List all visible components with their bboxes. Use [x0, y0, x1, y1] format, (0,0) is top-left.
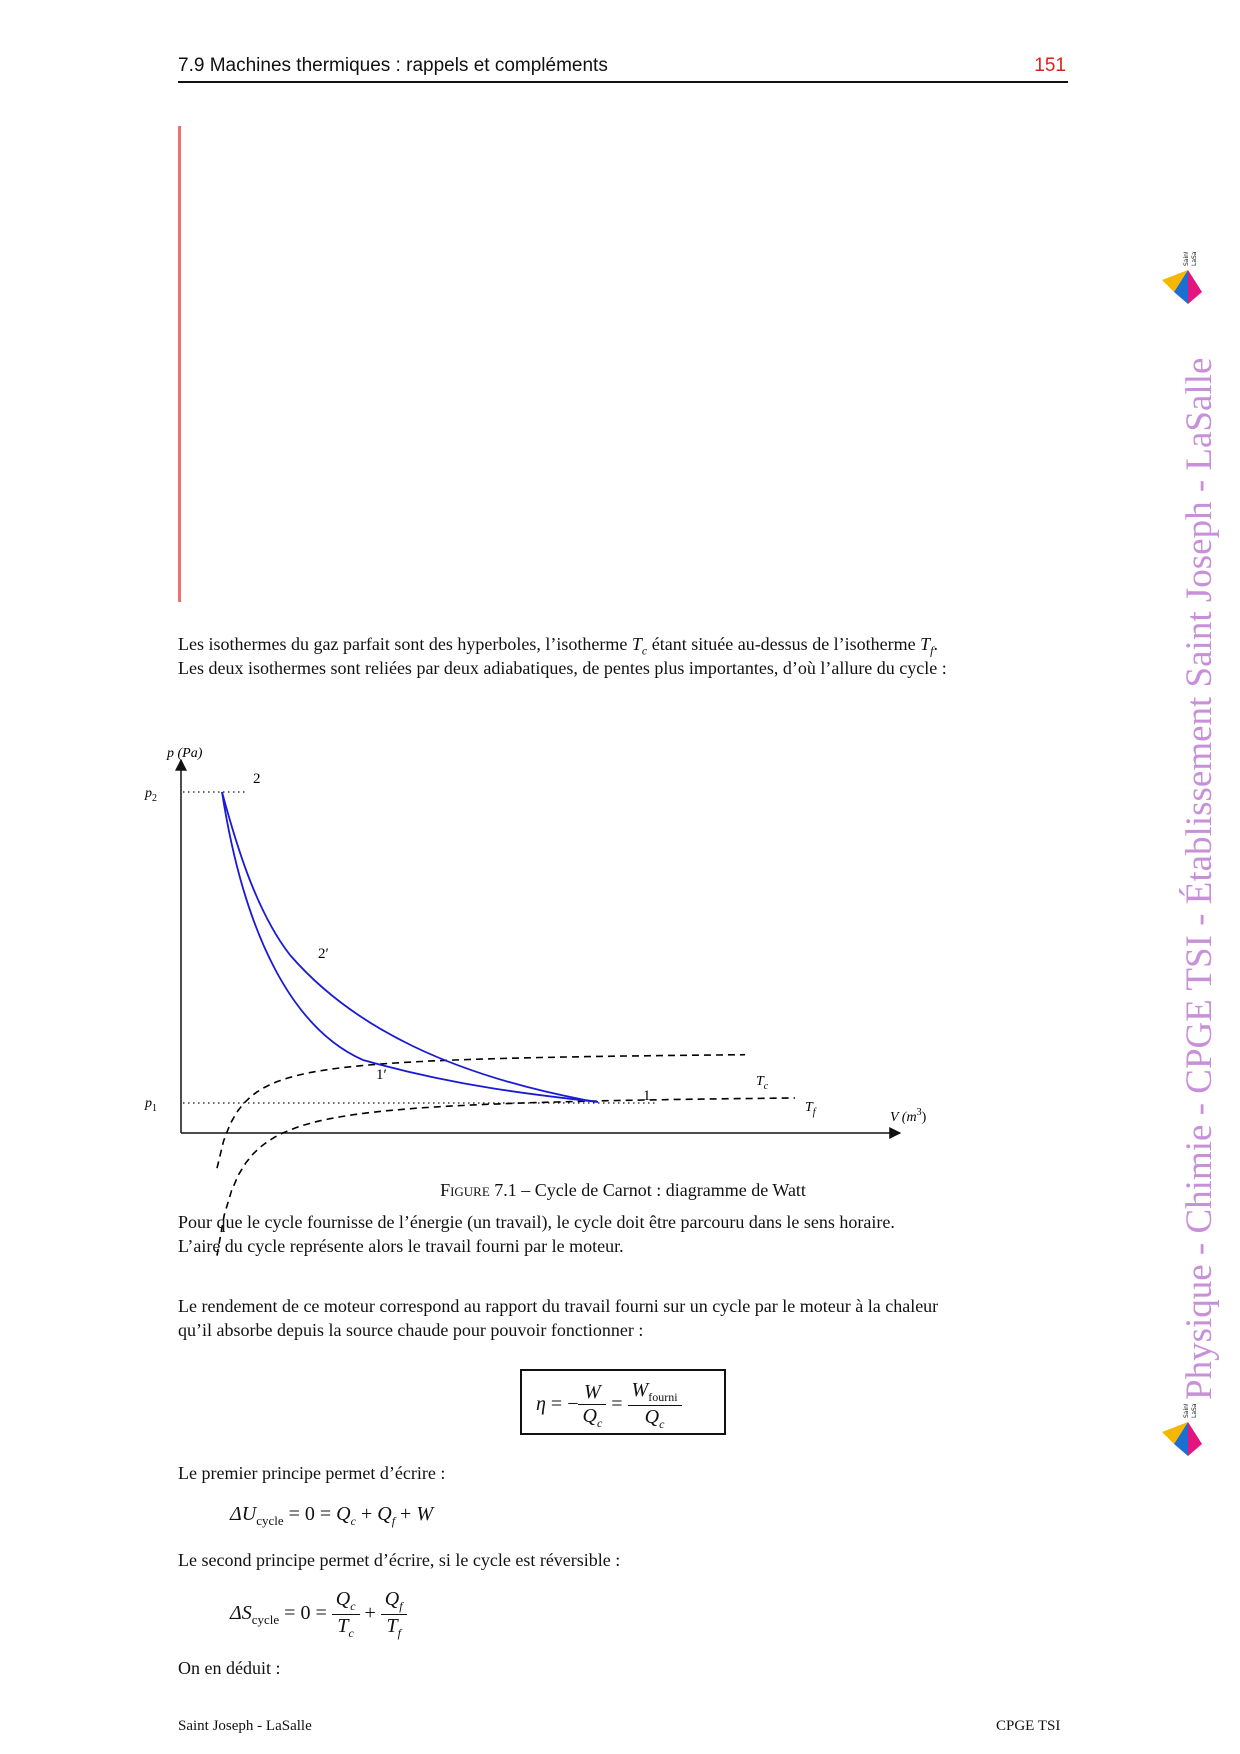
margin-bar: [178, 126, 181, 602]
sidebar-vertical-text: Physique - Chimie - CPGE TSI - Établissement Saint Joseph - LaSalle: [1179, 357, 1220, 1400]
x-axis-label: V $(m^3)$: [890, 1107, 927, 1125]
point-2p-label: 2′: [318, 946, 329, 962]
footer-left: Saint Joseph - LaSalle: [178, 1718, 312, 1734]
svg-text:Saint Joseph: [1183, 1404, 1190, 1418]
paragraph-premier: Le premier principe permet d’écrire :: [178, 1463, 446, 1483]
school-logo-bottom: [1158, 1404, 1212, 1466]
paragraph-second: Le second principe permet d’écrire, si le cycle est réversible :: [178, 1550, 621, 1570]
school-logo-top: [1158, 252, 1212, 314]
paragraph-rendement-1: Le rendement de ce moteur correspond au rapport du travail fourni sur un cycle par le moteur à la chaleur: [178, 1296, 939, 1316]
second-law-equation: $\Delta S_{cycle} = 0$ = $\frac{Q_c}{T_c}$ + $\frac{Q_f}{T_f}$: [230, 1588, 407, 1641]
cycle-isotherm-2-2p: [222, 792, 290, 955]
point-1-label: 1: [643, 1088, 651, 1104]
efficiency-equation: η = − $\frac{W}{Q_c}$ = $\frac{W_{fourni}}{Q_c}$: [520, 1369, 726, 1435]
paragraph-sens-1: Pour que le cycle fournisse de l’énergie (un travail), le cycle doit être parcouru dans le sens horaire.: [178, 1212, 895, 1232]
p1-label: $p_1$: [145, 1096, 157, 1114]
page-number: 151: [1034, 55, 1066, 76]
svg-text:LaSalle: LaSalle: [1191, 252, 1198, 266]
tf-label: $T_f$: [805, 1100, 816, 1118]
section-title: 7.9 Machines thermiques : rappels et compléments: [178, 55, 608, 76]
first-law-equation: $\Delta U_{cycle} = 0 = Q_c + Q_f + W$: [230, 1503, 433, 1528]
svg-text:LaSalle: LaSalle: [1191, 1404, 1198, 1418]
p2-label: $p_2$: [145, 786, 157, 804]
paragraph-sens-2: L’aire du cycle représente alors le travail fourni par le moteur.: [178, 1236, 624, 1256]
tc-label: $T_c$: [756, 1074, 769, 1092]
paragraph-isothermes: Les isothermes du gaz parfait sont des hyperboles, l’isotherme $T_c$ étant située au-dessus de l’isotherme $T_f$.: [178, 634, 939, 658]
cycle-adiabat-1p-2: [222, 792, 363, 1060]
paragraph-rendement-2: qu’il absorbe depuis la source chaude pour pouvoir fonctionner :: [178, 1320, 644, 1340]
paragraph-deduit: On en déduit :: [178, 1658, 281, 1678]
figure-caption: Figure 7.1 – Cycle de Carnot : diagramme de Watt: [440, 1180, 806, 1200]
carnot-diagram: [145, 740, 955, 1140]
paragraph-adiabatiques: Les deux isothermes sont reliées par deux adiabatiques, de pentes plus importantes, d’où l’allure du cycle :: [178, 658, 947, 678]
point-2-label: 2: [253, 771, 261, 787]
page-header: [178, 55, 1068, 83]
footer-right: CPGE TSI: [996, 1718, 1061, 1734]
y-axis-label: p (Pa): [167, 746, 203, 761]
point-1p-label: 1′: [376, 1067, 387, 1083]
isotherm-tc: [217, 1055, 745, 1169]
svg-text:Saint Joseph: [1183, 252, 1190, 266]
star-logo-icon: [1158, 1404, 1212, 1466]
star-logo-icon: [1158, 252, 1212, 314]
carnot-diagram-svg: [145, 740, 955, 1140]
